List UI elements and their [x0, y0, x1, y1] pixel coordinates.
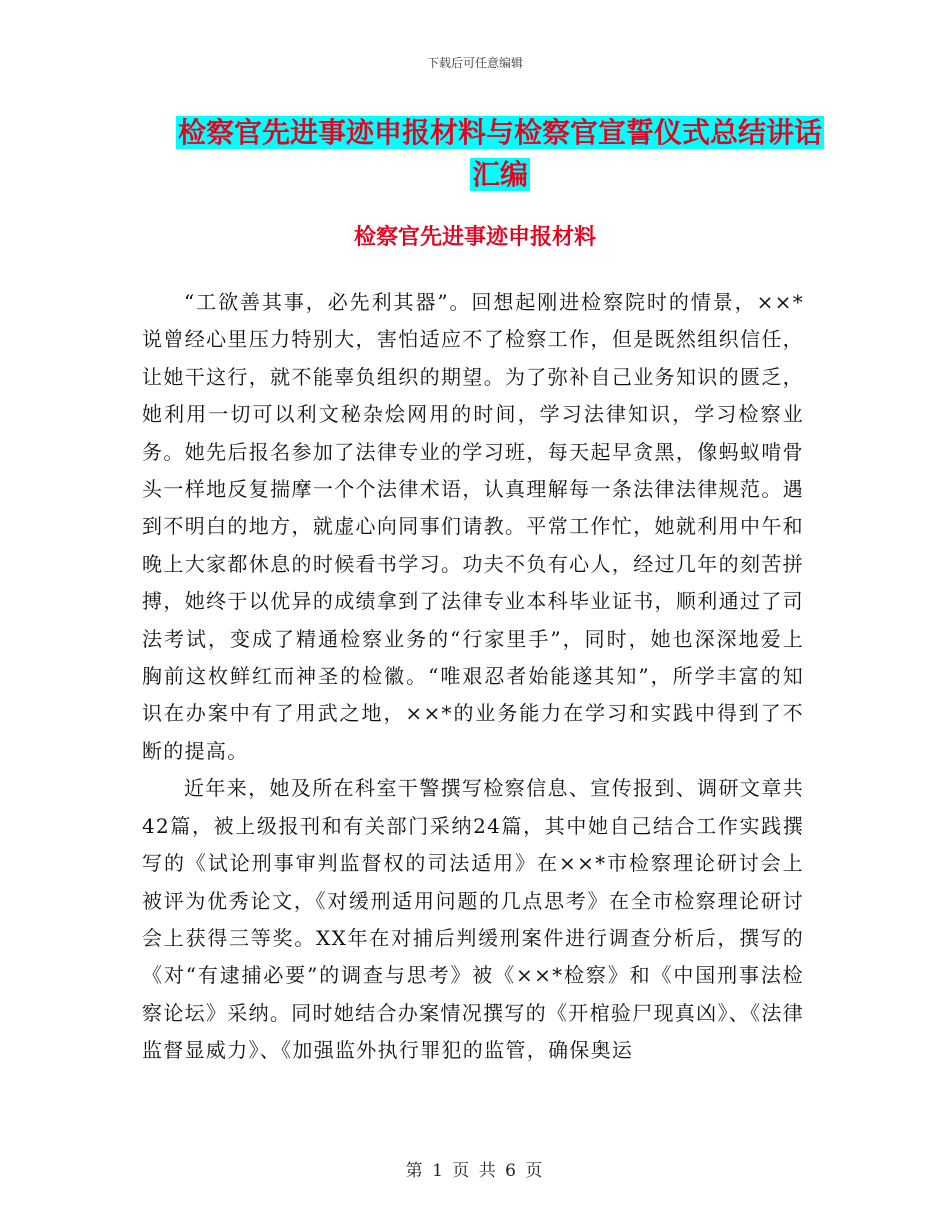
document-title-line-1: 检察官先进事迹申报材料与检察官宣誓仪式总结讲话	[177, 116, 822, 149]
section-title: 检察官先进事迹申报材料	[353, 225, 596, 250]
paragraph: “工欲善其事，必先利其器”。回想起刚进检察院时的情景，××*说曾经心里压力特别大，害怕适应不了检察工作，但是既然组织信任，让她干这行，就不能辜负组织的期望。为了弥补自己业务知识的匮乏，她利用一切可以利文秘杂烩网用的时间，学习法律知识，学习检察业务。她先后报名参加了法律专业的学习班，每天起早贪黑，像蚂蚁啃骨头一样地反复揣摩一个个法律术语，认真理解每一条法律法律规范。遇到不明白的地方，就虚心向同事们请教。平常工作忙，她就利用中午和晚上大家都休息的时候看书学习。功夫不负有心人，经过几年的刻苦拼搏，她终于以优异的成绩拿到了法律专业本科毕业证书，顺利通过了司法考试，变成了精通检察业务的“行家里手”，同时，她也深深地爱上胸前这枚鲜红而神圣的检徽。“唯艰忍者始能遂其知”，所学丰富的知识在办案中有了用武之地，××*的业务能力在学习和实践中得到了不断的提高。	[142, 290, 804, 763]
paragraph: 近年来，她及所在科室干警撰写检察信息、宣传报到、调研文章共42篇，被上级报刊和有关部门采纳24篇，其中她自己结合工作实践撰写的《试论刑事审判监督权的司法适用》在××*市检察理论研讨会上被评为优秀论文，《对缓刑适用问题的几点思考》在全市检察理论研讨会上获得三等奖。XX年在对捕后判缓刑案件进行调查分析后，撰写的《对“有逮捕必要”的调查与思考》被《××*检察》和《中国刑事法检察论坛》采纳。同时她结合办案情况撰写的《开棺验尸现真凶》、《法律监督显威力》、《加强监外执行罪犯的监管，确保奥运	[142, 776, 804, 1063]
header-note: 下载后可任意编辑	[426, 56, 523, 70]
document-title	[150, 112, 850, 196]
body-text	[142, 284, 804, 1070]
document-title-line-2: 汇编	[471, 158, 528, 191]
page-number-footer: 第 1 页 共 6 页	[405, 1161, 545, 1181]
